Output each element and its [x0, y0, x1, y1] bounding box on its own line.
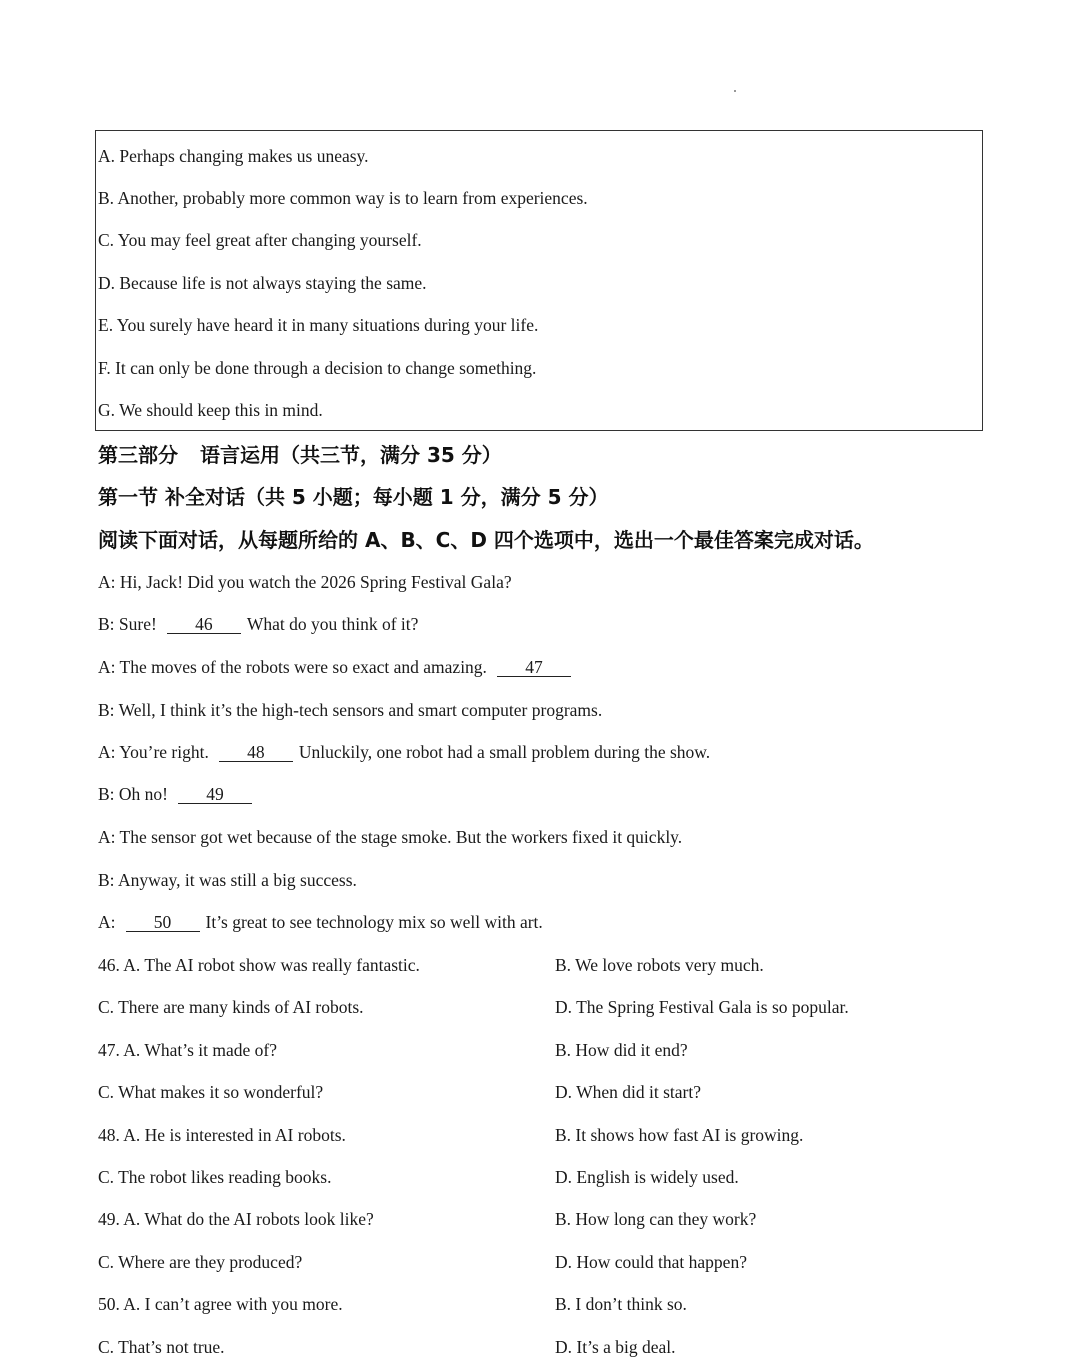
answer-blank-47: 47	[497, 658, 571, 677]
dialogue-text: A: The sensor got wet because of the stage smoke. But the workers fixed it quickly.	[98, 827, 683, 847]
dialogue-line	[98, 613, 418, 635]
dialogue-line	[98, 783, 258, 805]
question-47-option-d: D. When did it start?	[555, 1082, 701, 1102]
dialogue-line	[98, 699, 602, 721]
dialogue-line	[98, 826, 682, 848]
question-46-option-d: D. The Spring Festival Gala is so popular.	[555, 997, 849, 1017]
section1-instruction: 阅读下面对话，从每题所给的 A、B、C、D 四个选项中，选出一个最佳答案完成对话。	[98, 528, 874, 552]
dialogue-text: B: Anyway, it was still a big success.	[98, 870, 357, 890]
question-46-option-b: B. We love robots very much.	[555, 955, 764, 975]
dialogue-line	[98, 911, 543, 933]
dialogue-text: A: The moves of the robots were so exact and amazing.	[98, 657, 487, 677]
box-option-g: G. We should keep this in mind.	[98, 400, 323, 420]
part3-title-right: 语言运用（共三节，满分 35 分）	[200, 443, 502, 467]
question-48-option-a: 48. A. He is interested in AI robots.	[98, 1125, 346, 1145]
dialogue-line	[98, 869, 357, 891]
question-49-option-c: C. Where are they produced?	[98, 1252, 303, 1272]
question-49-option-b: B. How long can they work?	[555, 1209, 757, 1229]
question-50-option-a: 50. A. I can’t agree with you more.	[98, 1294, 343, 1314]
section1-heading: 第一节 补全对话（共 5 小题；每小题 1 分，满分 5 分）	[98, 485, 609, 509]
dialogue-text: B: Sure!	[98, 614, 157, 634]
part3-title-left: 第三部分	[98, 443, 178, 467]
question-48-option-b: B. It shows how fast AI is growing.	[555, 1125, 804, 1145]
dialogue-line	[98, 571, 512, 593]
dialogue-text: What do you think of it?	[246, 614, 419, 634]
question-47-option-b: B. How did it end?	[555, 1040, 688, 1060]
answer-blank-49: 49	[178, 785, 252, 804]
answer-blank-48: 48	[219, 743, 293, 762]
question-46-option-c: C. There are many kinds of AI robots.	[98, 997, 364, 1017]
box-option-b: B. Another, probably more common way is to learn from experiences.	[98, 188, 588, 208]
box-option-c: C. You may feel great after changing yourself.	[98, 230, 422, 250]
question-49-option-d: D. How could that happen?	[555, 1252, 747, 1272]
answer-blank-50: 50	[126, 913, 200, 932]
box-option-a: A. Perhaps changing makes us uneasy.	[98, 146, 369, 166]
dialogue-text: A: You’re right.	[98, 742, 209, 762]
question-50-option-c: C. That’s not true.	[98, 1337, 225, 1357]
question-46-option-a: 46. A. The AI robot show was really fantastic.	[98, 955, 420, 975]
question-48-option-c: C. The robot likes reading books.	[98, 1167, 332, 1187]
box-option-d: D. Because life is not always staying the same.	[98, 273, 427, 293]
scan-speck	[734, 90, 736, 92]
dialogue-text: A:	[98, 912, 116, 932]
answer-blank-46: 46	[167, 615, 241, 634]
dialogue-line	[98, 656, 577, 678]
dialogue-text: It’s great to see technology mix so well with art.	[205, 912, 543, 932]
question-49-option-a: 49. A. What do the AI robots look like?	[98, 1209, 374, 1229]
question-50-option-b: B. I don’t think so.	[555, 1294, 687, 1314]
dialogue-line	[98, 741, 710, 763]
question-47-option-c: C. What makes it so wonderful?	[98, 1082, 324, 1102]
question-50-option-d: D. It’s a big deal.	[555, 1337, 676, 1357]
part3-heading	[98, 443, 502, 467]
sentence-options-box	[95, 130, 983, 431]
dialogue-text: A: Hi, Jack! Did you watch the 2026 Spring Festival Gala?	[98, 572, 512, 592]
dialogue-text: B: Oh no!	[98, 784, 168, 804]
question-48-option-d: D. English is widely used.	[555, 1167, 739, 1187]
dialogue-text: Unluckily, one robot had a small problem during the show.	[298, 742, 711, 762]
box-option-e: E. You surely have heard it in many situations during your life.	[98, 315, 539, 335]
box-option-f: F. It can only be done through a decision to change something.	[98, 358, 537, 378]
question-47-option-a: 47. A. What’s it made of?	[98, 1040, 278, 1060]
dialogue-text: B: Well, I think it’s the high-tech sensors and smart computer programs.	[98, 700, 603, 720]
